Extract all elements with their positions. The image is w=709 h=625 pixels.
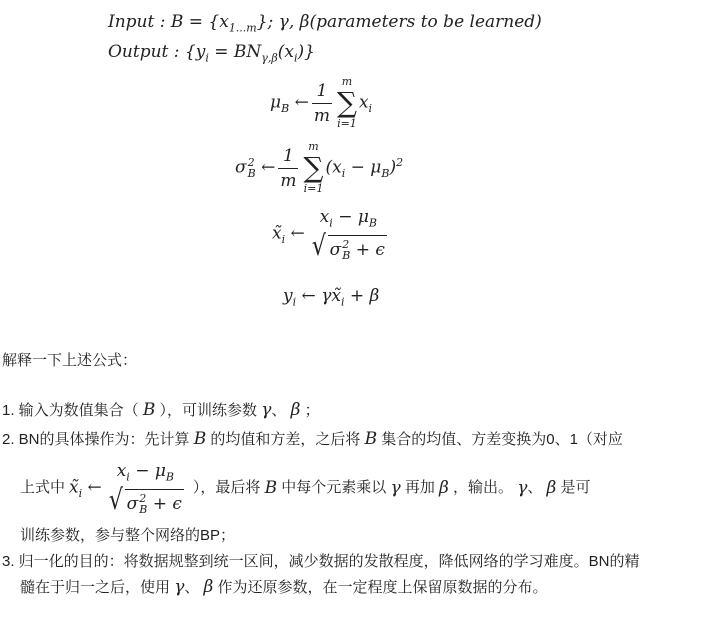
formula-input: Input : $B = \{x_{1...m}\}$; γ, β(parameters to be learned) bbox=[108, 12, 542, 35]
formula-output: Output : $\{y_i = BN_{\gamma,\beta}(x_i)\}$ bbox=[108, 42, 315, 65]
formula-scale-shift: $y_i$ ← $\gamma x̃_i + \beta$ bbox=[283, 286, 380, 309]
list-item-3-cont: 髓在于归一之后，使用 γ、 β 作为还原参数，在一定程度上保留原数据的分布。 bbox=[20, 577, 548, 597]
list-item-2-end: 训练参数，参与整个网络的BP； bbox=[20, 527, 236, 544]
list-item-3: 3. 归一化的目的：将数据规整到统一区间，减少数据的发散程度，降低网络的学习难度。BN的精 bbox=[2, 553, 640, 570]
list-item-2-cont: 上式中 $x̃_i$ ← $x_i - \mu_B$ √ σ 2 B + ϵ ），最后将 B 中每个元素乘以 γ 再加 β ，输出。 γ 、 β 是可 bbox=[20, 461, 591, 516]
list-item-1: 1. 输入为数值集合（ B ），可训练参数 γ、 β ； bbox=[2, 400, 320, 420]
explain-heading: 解释一下上述公式： bbox=[2, 352, 138, 369]
formula-mean: $\mu_B$ ← $\frac{1}{m}$ m ∑ i=1 $x_i$ bbox=[270, 75, 373, 130]
formula-variance: σ 2 B ← $\frac{1}{m}$ m ∑ i=1 $(x_i - \mu_B)^2$ bbox=[235, 140, 404, 195]
list-item-2: 2. BN的具体操作为：先计算 B 的均值和方差，之后将 B 集合的均值、方差变换为0、1（对应 bbox=[2, 429, 623, 449]
formula-normalize: $x̃_i$ ← $x_i - \mu_B$ √ σ 2 B + ϵ bbox=[272, 207, 385, 262]
